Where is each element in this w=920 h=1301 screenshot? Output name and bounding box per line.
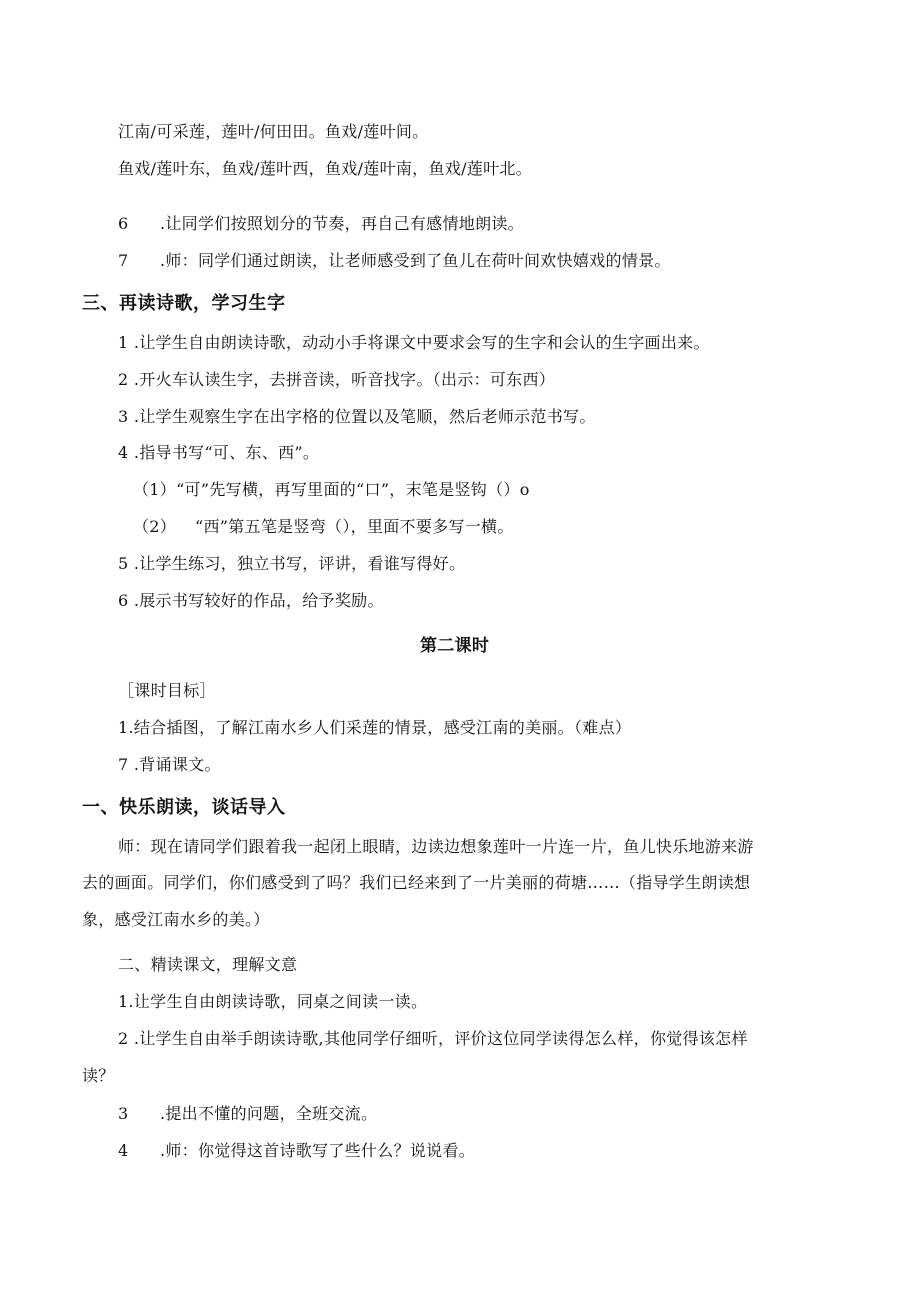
step-number: 7 bbox=[118, 251, 129, 270]
sub-number: （2） bbox=[133, 517, 177, 536]
section-2-item-3 bbox=[118, 1104, 377, 1124]
section-3-item-1: 1 .让学生自由朗读诗歌，动动小手将课文中要求会写的生字和会认的生字画出来。 bbox=[118, 333, 710, 352]
item-text: .提出不懂的问题，全班交流。 bbox=[160, 1104, 378, 1123]
section-2-item-2-line-1: 2 .让学生自由举手朗读诗歌,其他同学仔细听，评价这位同学读得怎么样，你觉得该怎样 bbox=[118, 1029, 748, 1048]
lesson-goal-2: 7 .背诵课文。 bbox=[118, 755, 221, 774]
section-1-heading: 一、快乐朗读，谈话导入 bbox=[82, 797, 286, 818]
lesson-goals-label: ［课时目标］ bbox=[118, 681, 216, 700]
item-number: 3 bbox=[118, 1104, 129, 1123]
section-3-item-2: 2 .开火车认读生字，去拼音读，听音找字。（出示：可东西） bbox=[118, 370, 556, 389]
section-3-item-3: 3 .让学生观察生字在出字格的位置以及笔顺，然后老师示范书写。 bbox=[118, 407, 596, 426]
section-2-heading: 二、精读课文，理解文意 bbox=[118, 955, 298, 974]
lesson-2-title: 第二课时 bbox=[420, 636, 490, 656]
poem-line-2: 鱼戏/莲叶东，鱼戏/莲叶西，鱼戏/莲叶南，鱼戏/莲叶北。 bbox=[118, 159, 532, 178]
step-7 bbox=[118, 251, 671, 271]
section-3-heading: 三、再读诗歌，学习生字 bbox=[82, 293, 286, 314]
item-number: 4 bbox=[118, 1141, 129, 1160]
step-text: .师：同学们通过朗读，让老师感受到了鱼儿在荷叶间欢快嬉戏的情景。 bbox=[160, 251, 671, 270]
section-2-item-1: 1.让学生自由朗读诗歌，同桌之间读一读。 bbox=[118, 992, 428, 1011]
section-2-item-4 bbox=[118, 1141, 475, 1161]
step-6 bbox=[118, 214, 524, 234]
section-3-item-5: 5 .让学生练习，独立书写，评讲，看谁写得好。 bbox=[118, 554, 466, 573]
step-text: .让同学们按照划分的节奏，再自己有感情地朗读。 bbox=[160, 214, 524, 233]
section-3-sub-2 bbox=[133, 517, 514, 537]
section-3-item-4: 4 .指导书写“可、东、西”。 bbox=[118, 443, 320, 462]
section-1-para-line-3: 象，感受江南水乡的美。） bbox=[82, 910, 270, 929]
lesson-goal-1: 1.结合插图，了解江南水乡人们采莲的情景，感受江南的美丽。（难点） bbox=[118, 718, 632, 737]
section-2-item-2-line-2: 读？ bbox=[82, 1066, 115, 1085]
item-text: .师：你觉得这首诗歌写了些什么？说说看。 bbox=[160, 1141, 476, 1160]
sub-text: “西”第五笔是竖弯（），里面不要多写一横。 bbox=[195, 517, 514, 536]
section-3-sub-1: （1）“可”先写横，再写里面的“口”，末笔是竖钩（）o bbox=[133, 480, 530, 499]
step-number: 6 bbox=[118, 214, 129, 233]
section-1-para-line-1: 师：现在请同学们跟着我一起闭上眼睛，边读边想象莲叶一片连一片，鱼儿快乐地游来游 bbox=[118, 837, 754, 856]
section-3-item-6: 6 .展示书写较好的作品，给予奖励。 bbox=[118, 591, 384, 610]
section-1-para-line-2: 去的画面。同学们，你们感受到了吗？我们已经来到了一片美丽的荷塘……（指导学生朗读想 bbox=[82, 873, 751, 892]
poem-line-1: 江南/可采莲，莲叶/何田田。鱼戏/莲叶间。 bbox=[118, 122, 429, 141]
